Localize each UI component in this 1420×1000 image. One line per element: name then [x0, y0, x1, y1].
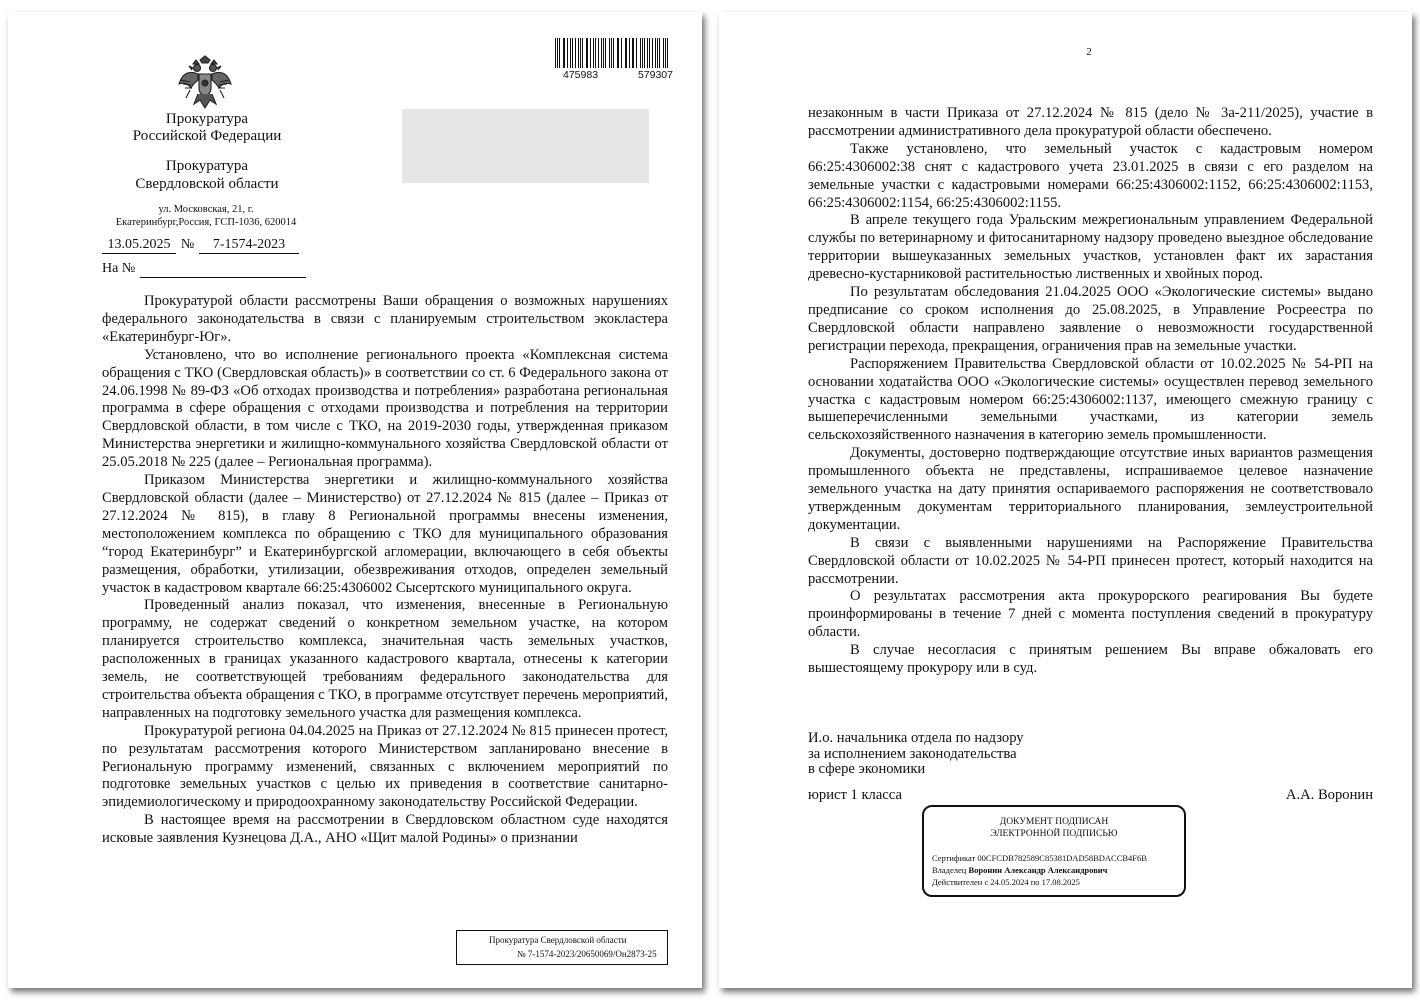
paragraph: Распоряжением Правительства Свердловской области от 10.02.2025 № 54-РП на основании ходатайства ООО «Экологические системы» осуществлен перевод земельного участка с кадастровым номером 66:25:4306002:1137, имеющего смежную границу с вышеперечисленными земельными участками, из категории земель сельскохозяйственного назначения в категорию земель промышленности.	[808, 355, 1373, 444]
ecp-title-line2: ЭЛЕКТРОННОЙ ПОДПИСЬЮ	[990, 829, 1118, 839]
barcode-bar	[647, 38, 648, 68]
barcode-bar	[621, 38, 622, 68]
barcode-bar	[609, 38, 610, 68]
address-line2: Екатеринбург,Россия, ГСП-1036, 620014	[115, 217, 297, 228]
barcode-bar	[570, 38, 571, 68]
letter-body-page1	[102, 293, 668, 848]
signer-title-line1: И.о. начальника отдела по надзору	[808, 730, 1024, 746]
reply-to-field	[102, 261, 312, 278]
paragraph: О результатах рассмотрения акта прокурорского реагирования Вы будете проинформированы в течение 7 дней с момента поступления сведений в прокуратуру области.	[808, 588, 1373, 641]
signer-rank: юрист 1 класса	[808, 787, 902, 803]
barcode-numbers	[563, 69, 673, 81]
paragraph: Также установлено, что земельный участок с кадастровым номером 66:25:4306002:38 снят с кадастрового учета 23.01.2025 в связи с его разделом на земельные участки с кадастровыми номерами 66:25:4306002:1152, 66:25:4306002:1153, 66:25:4306002:1154, 66:25:4306002:1155.	[808, 140, 1373, 211]
signer-name: А.А. Воронин	[1285, 787, 1373, 803]
paragraph: Прокуратурой области рассмотрены Ваши обращения о возможных нарушениях федерального законодательства в связи с планируемым строительством экокластера «Екатеринбург-Юг».	[102, 293, 668, 345]
barcode-bar	[578, 38, 579, 68]
ecp-title-line1: ДОКУМЕНТ ПОДПИСАН	[999, 817, 1109, 827]
letter-body-page2	[808, 105, 1373, 678]
address-line1: ул. Московская, 21, г.	[158, 204, 254, 215]
org-name-line2: Российской Федерации	[132, 128, 282, 144]
barcode-bar	[640, 38, 641, 68]
stamp-number: № 7-1574-2023/20650069/Он2873-25	[517, 949, 657, 959]
document-page-2	[719, 12, 1412, 988]
barcode-bar	[663, 38, 664, 68]
barcode-bar	[601, 38, 602, 68]
electronic-signature-stamp	[922, 805, 1186, 897]
barcode-number-left: 475983	[563, 69, 599, 81]
barcode-bar	[593, 38, 594, 68]
signer-title	[808, 731, 1024, 778]
barcode-bar	[613, 38, 614, 68]
ecp-owner-row	[932, 864, 1184, 876]
doc-date-number	[102, 237, 312, 254]
org-name-line4: Свердловской области	[135, 176, 279, 192]
page-number: 2	[1086, 46, 1092, 58]
barcode-bar	[667, 38, 668, 68]
barcode-bar	[563, 38, 564, 68]
russian-emblem-icon	[176, 54, 234, 110]
registration-stamp	[456, 930, 668, 965]
document-page-1	[8, 12, 702, 988]
org-name-line3: Прокуратура	[165, 158, 249, 174]
paragraph: В настоящее время на рассмотрении в Свердловском областном суде находятся исковые заявления Кузнецова Д.А., АНО «Щит малой Родины» о признании	[102, 812, 668, 847]
doc-number: 7-1574-2023	[199, 237, 299, 254]
paragraph: В случае несогласия с принятым решением Вы вправе обжаловать его вышестоящему прокурору или в суд.	[808, 642, 1373, 677]
barcode	[555, 38, 671, 68]
paragraph: В связи с выявленными нарушениями на Распоряжение Правительства Свердловской области от 10.02.2025 № 54-РП принесен протест, который находится на рассмотрении.	[808, 534, 1373, 587]
ecp-validity: Действителен с 24.05.2024 по 17.08.2025	[932, 877, 1080, 887]
signer-title-line2: за исполнением законодательства	[808, 745, 1017, 762]
paragraph: незаконным в части Приказа от 27.12.2024 № 815 (дело № 3а-211/2025), участие в рассмотрении административного дела прокуратурой области обеспечено.	[808, 105, 1373, 139]
paragraph: Прокуратурой региона 04.04.2025 на Приказ от 27.12.2024 № 815 принесен протест, по результатам рассмотрения которого Министерством запланировано внесение в Региональную программу изменений, связанных с включением мероприятий по подготовке земельных участков с целью их приведения в соответствие санитарно-эпидемиологическому и природоохранному законодательству Российской Федерации.	[102, 722, 668, 811]
barcode-bar	[636, 38, 637, 68]
redacted-recipient-block	[402, 109, 649, 183]
paragraph: Приказом Министерства энергетики и жилищно-коммунального хозяйства Свердловской области (далее – Министерство) от 27.12.2024 № 815 (далее – Приказ от 27.12.2024 № 815), в главу 8 Региональной программы внесены изменения, местоположением комплекса по обращению с ТКО для муниципального образования “город Екатеринбург” и Екатеринбургской агломерации, включающего в себя объекты размещения, обработки, утилизации, обезвреживания отходов, определен земельный участок в кадастровом квартале 66:25:4306002 Сысертского муниципального округа.	[102, 472, 668, 596]
doc-number-sign: №	[180, 237, 195, 252]
ecp-owner-label: Владелец	[932, 865, 967, 875]
paragraph: По результатам обследования 21.04.2025 ООО «Экологические системы» выдано предписание со сроком исполнения до 25.08.2025, в Управление Росреестра по Свердловской области направлено заявление о невозможности государственной регистрации перехода, прекращения, ограничения прав на земельные участки.	[808, 284, 1373, 354]
stamp-org: Прокуратура Свердловской области	[489, 935, 627, 945]
org-name-line1: Прокуратура	[165, 111, 249, 127]
ecp-certificate: Сертификат 00CFCDB782589C85381DAD58BDACCB4F6B	[932, 853, 1147, 863]
barcode-bar	[555, 38, 556, 68]
paragraph: В апреле текущего года Уральским межрегиональным управлением Федеральной службы по ветеринарному и фитосанитарному надзору проведено выездное обследование территории вышеуказанных земельных участков, установлен факт их зарастания древесно-кустарниковой растительностью лиственных и хвойных пород.	[808, 212, 1373, 283]
barcode-number-right: 579307	[637, 69, 673, 81]
doc-date: 13.05.2025	[102, 237, 176, 254]
barcode-bar	[626, 38, 627, 68]
barcode-bar	[580, 38, 581, 68]
paragraph: Установлено, что во исполнение регионального проекта «Комплексная система обращения с ТКО (Свердловская область)» в соответствии со ст. 6 Федерального закона от 24.06.1998 № 89-ФЗ «Об отходах производства и потребления» разработана региональная программа в сфере обращения с отходами производства и потребления на территории Свердловской области, в том числе с ТКО, на 2019-2030 годы, утвержденная приказом Министерства энергетики и жилищно-коммунального хозяйства Свердловской области от 25.05.2018 № 225 (далее – Региональная программа).	[102, 346, 668, 471]
paragraph: Документы, достоверно подтверждающие отсутствие иных вариантов размещения промышленного объекта не представлены, испрашиваемое целевое назначение земельного участка на дату принятия оспариваемого распоряжения не соответствовало утвержденным документам территориального планирования, землеустроительной документации.	[808, 445, 1373, 533]
barcode-bar	[590, 38, 591, 68]
paragraph: Проведенный анализ показал, что изменения, внесенные в Региональную программу, не содержат сведений о конкретном земельном участке, на котором планируется строительство комплекса, значительная часть земельных участков, расположенных в границах указанного кадастрового квартала, отнесены к категории земель, не соответствующей требованиям федерального законодательства для строительства объекта обращения с ТКО, в программе отсутствует перечень мероприятий, направленных на подготовку земельного участка для размещения комплекса.	[102, 597, 668, 721]
barcode-bar	[655, 38, 656, 68]
reply-to-label: На №	[102, 261, 136, 276]
signer-title-line3: в сфере экономики	[808, 761, 926, 777]
ecp-owner: Воронин Александр Александрович	[968, 865, 1108, 875]
